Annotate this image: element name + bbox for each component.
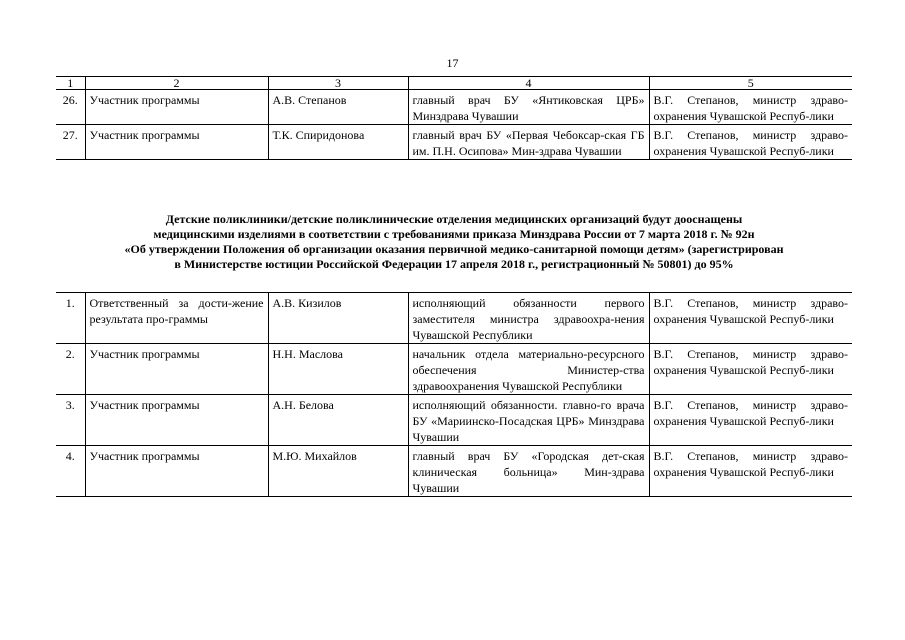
row-number: 27. xyxy=(56,125,85,160)
position-cell: главный врач БУ «Первая Чебоксар-ская ГБ им. П.Н. Осипова» Мин-здрава Чувашии xyxy=(408,125,649,160)
column-number: 3 xyxy=(268,77,408,90)
person-name-cell: А.В. Степанов xyxy=(268,90,408,125)
position-cell: исполняющий обязанности первого заместителя министра здравоохра-нения Чувашской Республики xyxy=(408,293,649,344)
supervisor-cell: В.Г. Степанов, министр здраво-охранения Чувашской Респуб-лики xyxy=(649,395,852,446)
role-cell: Участник программы xyxy=(85,446,268,497)
table-row xyxy=(56,446,852,497)
position-cell: начальник отдела материально-ресурсного обеспечения Министер-ства здравоохранения Чувашской Республики xyxy=(408,344,649,395)
section-heading-line: «Об утверждении Положения об организации оказания первичной медико-санитарной помощи детям» (зарегистрирован xyxy=(124,242,784,256)
role-cell: Участник программы xyxy=(85,90,268,125)
column-number: 1 xyxy=(56,77,85,90)
person-name-cell: Т.К. Спиридонова xyxy=(268,125,408,160)
person-name-cell: А.В. Кизилов xyxy=(268,293,408,344)
person-name-cell: М.Ю. Михайлов xyxy=(268,446,408,497)
table-row xyxy=(56,344,852,395)
column-number: 4 xyxy=(408,77,649,90)
role-cell: Участник программы xyxy=(85,344,268,395)
person-name-cell: А.Н. Белова xyxy=(268,395,408,446)
row-number: 3. xyxy=(56,395,85,446)
section-heading-line: Детские поликлиники/детские поликлинические отделения медицинских организаций будут дооснащены xyxy=(165,212,743,226)
supervisor-cell: В.Г. Степанов, министр здраво-охранения Чувашской Респуб-лики xyxy=(649,293,852,344)
column-number: 5 xyxy=(649,77,852,90)
position-cell: исполняющий обязанности. главно-го врача БУ «Мариинско-Посадская ЦРБ» Минздрава Чувашии xyxy=(408,395,649,446)
supervisor-cell: В.Г. Степанов, министр здраво-охранения Чувашской Респуб-лики xyxy=(649,125,852,160)
table-row xyxy=(56,125,852,160)
section-heading-line: медицинскими изделиями в соответствии с требованиями приказа Минздрава России от 7 марта 2018 г. № 92н xyxy=(153,227,755,241)
table-row xyxy=(56,293,852,344)
column-number: 2 xyxy=(85,77,268,90)
row-number: 1. xyxy=(56,293,85,344)
row-number: 4. xyxy=(56,446,85,497)
supervisor-cell: В.Г. Степанов, министр здраво-охранения Чувашской Респуб-лики xyxy=(649,344,852,395)
page-number: 17 xyxy=(446,56,459,70)
responsibility-table-top xyxy=(56,76,852,160)
role-cell: Участник программы xyxy=(85,125,268,160)
responsibility-table-bottom xyxy=(56,292,852,497)
supervisor-cell: В.Г. Степанов, министр здраво-охранения Чувашской Респуб-лики xyxy=(649,446,852,497)
role-cell: Участник программы xyxy=(85,395,268,446)
table-row xyxy=(56,90,852,125)
supervisor-cell: В.Г. Степанов, министр здраво-охранения Чувашской Респуб-лики xyxy=(649,90,852,125)
position-cell: главный врач БУ «Янтиковская ЦРБ» Минздрава Чувашии xyxy=(408,90,649,125)
row-number: 26. xyxy=(56,90,85,125)
person-name-cell: Н.Н. Маслова xyxy=(268,344,408,395)
position-cell: главный врач БУ «Городская дет-ская клиническая больница» Мин-здрава Чувашии xyxy=(408,446,649,497)
row-number: 2. xyxy=(56,344,85,395)
section-heading xyxy=(56,212,852,272)
column-number-row xyxy=(56,77,852,90)
table-row xyxy=(56,395,852,446)
section-heading-line: в Министерстве юстиции Российской Федерации 17 апреля 2018 г., регистрационный № 50801) до 95% xyxy=(174,257,734,271)
role-cell: Ответственный за дости-жение результата про-граммы xyxy=(85,293,268,344)
